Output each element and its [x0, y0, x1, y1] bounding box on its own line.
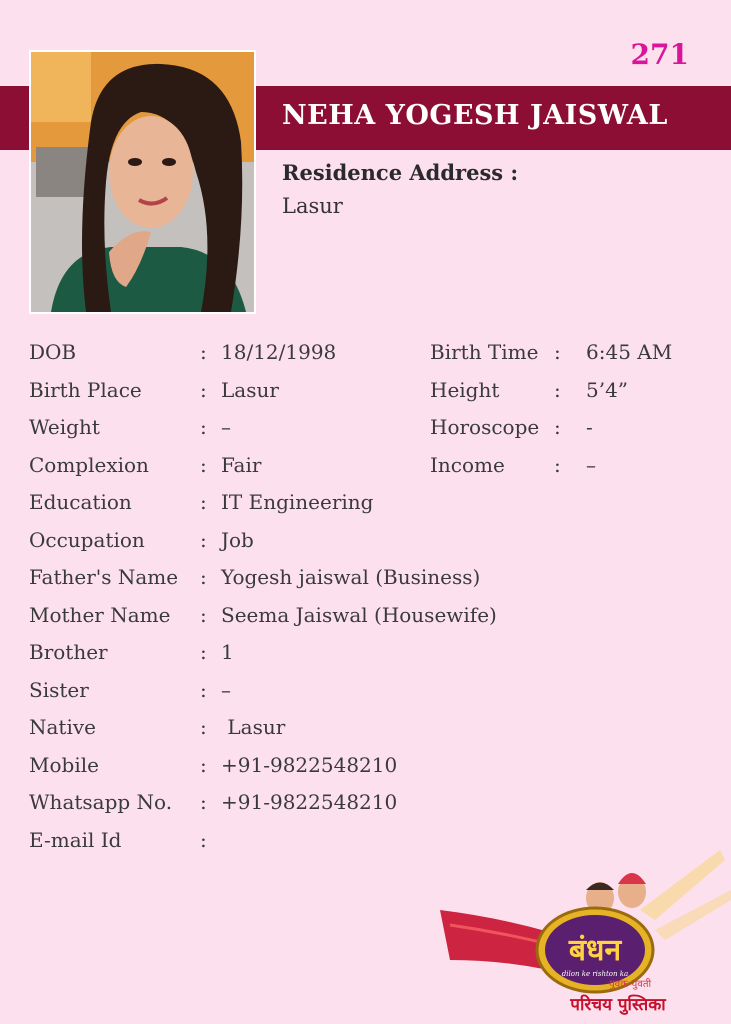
detail-colon: :: [200, 715, 207, 739]
detail-value: IT Engineering: [221, 490, 374, 514]
detail-row-mother: [29, 603, 709, 633]
detail-colon: :: [200, 452, 207, 477]
detail-row-father: [29, 565, 709, 595]
detail-row-birth-place: [29, 378, 709, 408]
detail-label: Height: [430, 377, 500, 402]
detail-value: 5’4”: [586, 377, 629, 402]
profile-photo: [29, 50, 256, 314]
detail-colon: :: [200, 490, 207, 514]
detail-row-sister: [29, 678, 709, 708]
detail-colon: :: [200, 527, 207, 552]
detail-colon: :: [200, 340, 207, 364]
detail-value: –: [586, 452, 596, 477]
detail-value: –: [221, 415, 231, 439]
detail-value: –: [221, 677, 231, 702]
detail-value: Lasur: [221, 377, 279, 402]
detail-label: Complexion: [29, 452, 149, 477]
detail-label: Education: [29, 490, 132, 514]
detail-value: 1: [221, 640, 234, 664]
detail-value: Job: [221, 527, 254, 552]
residence-address-label: Residence Address :: [282, 160, 519, 185]
detail-value: 6:45 AM: [586, 340, 673, 364]
detail-colon: :: [200, 640, 207, 664]
detail-colon: :: [200, 752, 207, 777]
detail-row-brother: [29, 640, 709, 670]
detail-colon: :: [554, 340, 561, 364]
detail-label: Sister: [29, 677, 89, 702]
detail-label: Father's Name: [29, 565, 179, 589]
detail-row-dob: [29, 340, 709, 370]
detail-row-weight: [29, 415, 709, 445]
detail-row-occupation: [29, 528, 709, 558]
detail-label: Occupation: [29, 527, 145, 552]
detail-label: Native: [29, 715, 96, 739]
detail-colon: :: [200, 415, 207, 439]
detail-value: 18/12/1998: [221, 340, 337, 364]
detail-colon: :: [200, 677, 207, 702]
detail-row-mobile: [29, 753, 709, 783]
candidate-name: NEHA YOGESH JAISWAL: [282, 100, 668, 131]
detail-colon: :: [200, 602, 207, 627]
detail-label: Whatsapp No.: [29, 790, 173, 814]
logo-title: बंधन: [568, 933, 622, 968]
detail-label: Weight: [29, 415, 100, 439]
detail-row-whatsapp: [29, 790, 709, 820]
detail-label: Birth Place: [29, 377, 142, 402]
residence-address-value: Lasur: [282, 194, 343, 218]
detail-colon: :: [200, 565, 207, 589]
detail-label: Birth Time: [430, 340, 539, 364]
detail-label: Mother Name: [29, 602, 171, 627]
detail-colon: :: [554, 377, 561, 402]
detail-value: Yogesh jaiswal (Business): [221, 565, 481, 589]
detail-colon: :: [200, 790, 207, 814]
detail-value: Seema Jaiswal (Housewife): [221, 602, 497, 627]
detail-label: Brother: [29, 640, 108, 664]
detail-value: -: [586, 415, 593, 439]
detail-row-education: [29, 490, 709, 520]
detail-label: Horoscope: [430, 415, 540, 439]
detail-label: DOB: [29, 340, 77, 364]
detail-value: Lasur: [221, 715, 286, 739]
detail-label: E-mail Id: [29, 827, 122, 852]
detail-label: Mobile: [29, 752, 99, 777]
logo-tagline: dilon ke rishton ka: [561, 970, 629, 978]
detail-row-native: [29, 715, 709, 745]
logo-subtitle-top: युवक-युवती: [608, 979, 652, 990]
logo-subtitle-bottom: परिचय पुस्तिका: [570, 995, 666, 1015]
detail-label: Income: [430, 452, 505, 477]
detail-value: +91-9822548210: [221, 752, 398, 777]
detail-row-complexion: [29, 453, 709, 483]
detail-colon: :: [200, 377, 207, 402]
detail-value: Fair: [221, 452, 262, 477]
detail-value: +91-9822548210: [221, 790, 398, 814]
bandhan-logo: [440, 850, 731, 1024]
detail-colon: :: [200, 827, 207, 852]
profile-number: 271: [630, 38, 689, 71]
detail-colon: :: [554, 415, 561, 439]
detail-colon: :: [554, 452, 561, 477]
